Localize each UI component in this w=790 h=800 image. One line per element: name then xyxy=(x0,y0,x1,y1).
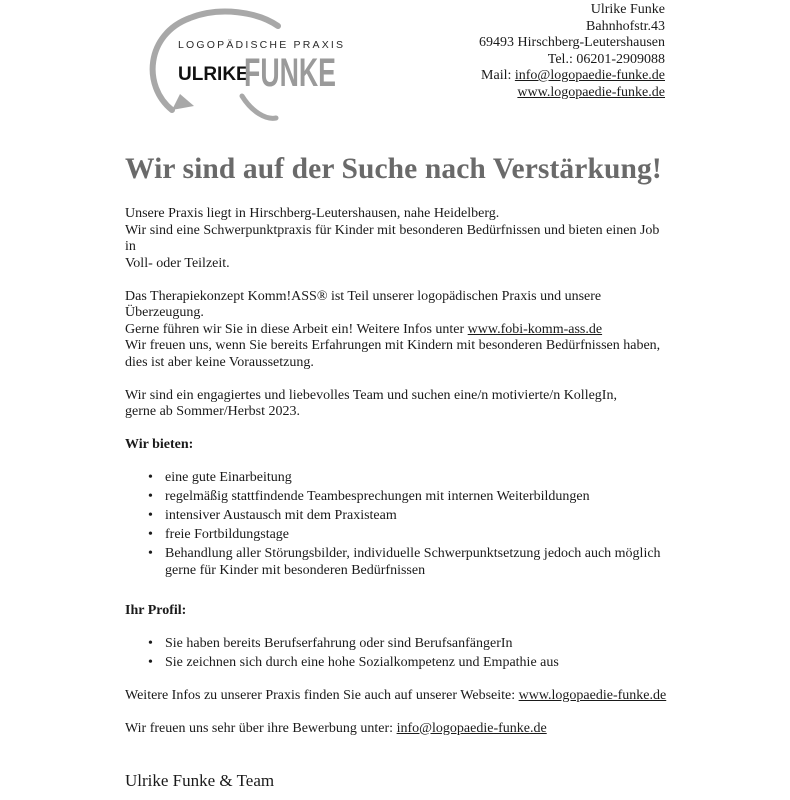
profile-heading: Ihr Profil: xyxy=(125,603,187,618)
list-item: • freie Fortbildungstage xyxy=(165,527,670,544)
concept-paragraph xyxy=(125,289,670,372)
team-line-2: gerne ab Sommer/Herbst 2023. xyxy=(125,404,300,419)
concept-line-4: dies ist aber keine Voraussetzung. xyxy=(125,354,314,370)
fobi-link[interactable]: www.fobi-komm-ass.de xyxy=(467,321,603,337)
list-item: • intensiver Austausch mit dem Praxisteam xyxy=(165,508,670,525)
signature: Ulrike Funke & Team xyxy=(125,771,275,790)
apply-mail-link[interactable]: info@logopaedie-funke.de xyxy=(396,720,547,736)
list-item: • Sie haben bereits Berufserfahrung oder sind BerufsanfängerIn xyxy=(165,636,670,653)
apply-paragraph xyxy=(125,721,670,738)
concept-line-3: Wir freuen uns, wenn Sie bereits Erfahrungen mit Kindern mit besonderen Bedürfnissen haben, xyxy=(125,338,661,353)
offer-heading: Wir bieten: xyxy=(125,437,194,452)
team-line-1: Wir sind ein engagiertes und liebevolles Team und suchen eine/n motivierte/n KollegIn, xyxy=(125,387,617,403)
website-link[interactable]: www.logopaedie-funke.de xyxy=(517,84,665,100)
intro-line-3: Voll- oder Teilzeit. xyxy=(125,255,230,271)
address-street: Bahnhofstr.43 xyxy=(586,18,665,34)
list-item: • regelmäßig stattfindende Teambesprechungen mit internen Weiterbildungen xyxy=(165,489,670,506)
profile-list xyxy=(125,636,670,672)
list-item: • eine gute Einarbeitung xyxy=(165,470,670,487)
contact-address xyxy=(479,2,665,101)
concept-line-2: Gerne führen wir Sie in diese Arbeit ein! Weitere Infos unter xyxy=(125,321,468,337)
logo-tagline: LOGOPÄDISCHE PRAXIS xyxy=(178,39,346,51)
more-info-text: Weitere Infos zu unserer Praxis finden Sie auch auf unserer Webseite: xyxy=(125,687,519,703)
intro-paragraph xyxy=(125,206,670,272)
logo-last-name: FUNKE xyxy=(244,51,336,95)
mail-link[interactable]: info@logopaedie-funke.de xyxy=(514,68,665,83)
page-title: Wir sind auf der Suche nach Verstärkung! xyxy=(125,153,662,185)
list-item xyxy=(165,546,670,579)
concept-line-1: Das Therapiekonzept Komm!ASS® ist Teil unserer logopädischen Praxis und unsere Überzeugung. xyxy=(125,288,602,320)
address-city: 69493 Hirschberg-Leutershausen xyxy=(479,35,665,50)
list-item-continuation: gerne für Kinder mit besonderen Bedürfnissen xyxy=(165,562,426,578)
practice-logo xyxy=(150,8,346,126)
website-link-2[interactable]: www.logopaedie-funke.de xyxy=(518,687,667,703)
offer-list xyxy=(125,470,670,579)
address-mail-line xyxy=(479,68,665,85)
address-name: Ulrike Funke xyxy=(590,2,665,17)
mail-label: Mail: xyxy=(481,68,515,83)
apply-text: Wir freuen uns sehr über ihre Bewerbung unter: xyxy=(125,720,397,736)
address-phone: Tel.: 06201-2909088 xyxy=(547,51,665,67)
intro-line-2: Wir sind eine Schwerpunktpraxis für Kinder mit besonderen Bedürfnissen und bieten einen Job in xyxy=(125,222,660,254)
intro-line-1: Unsere Praxis liegt in Hirschberg-Leutershausen, nahe Heidelberg. xyxy=(125,206,500,221)
more-info-paragraph xyxy=(125,688,670,705)
job-posting xyxy=(125,152,670,791)
team-paragraph xyxy=(125,388,670,421)
list-item: • Sie zeichnen sich durch eine hohe Sozialkompetenz und Empathie aus xyxy=(165,655,670,672)
logo-first-name: ULRIKE xyxy=(178,64,249,85)
list-item-text: Behandlung aller Störungsbilder, individuelle Schwerpunktsetzung jedoch auch möglich xyxy=(165,546,661,561)
